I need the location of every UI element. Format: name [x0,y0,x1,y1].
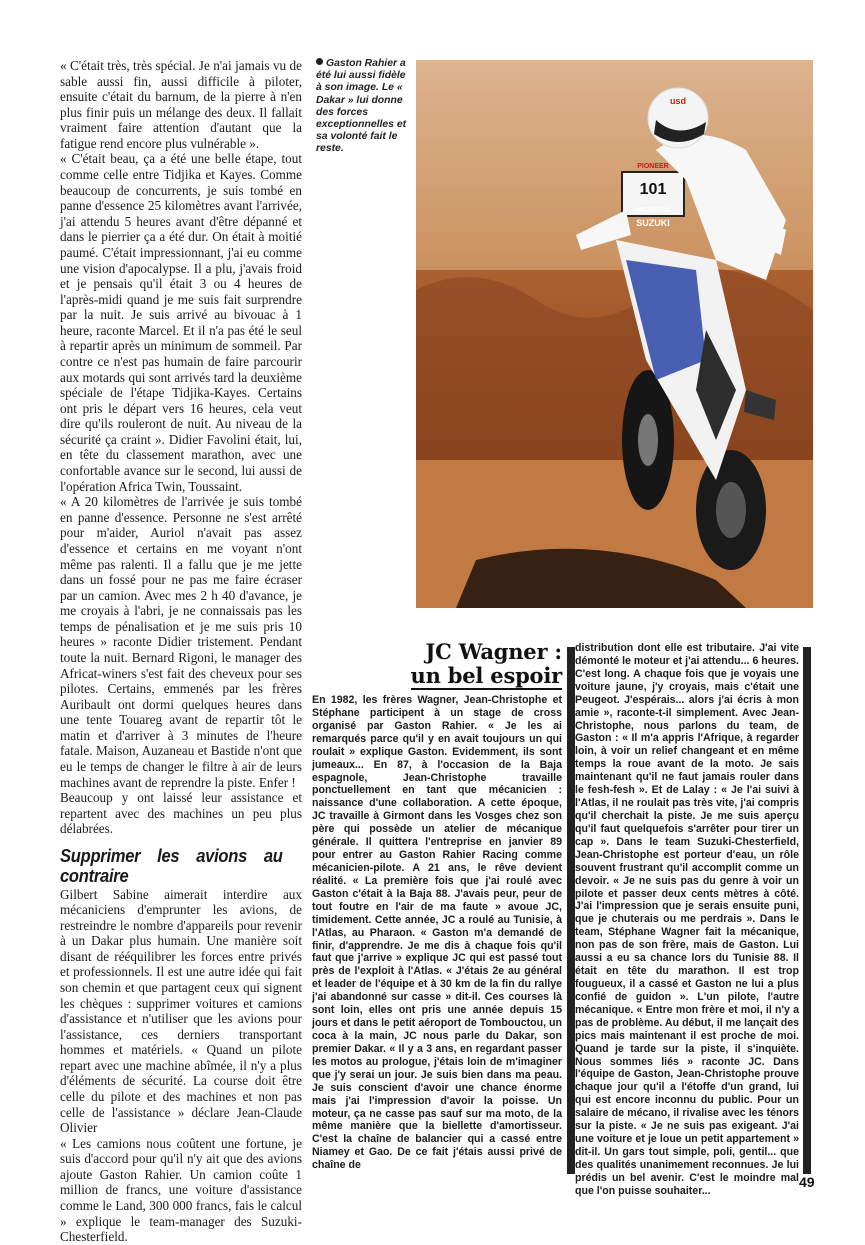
bullet-icon [316,58,323,65]
left-article-column [60,58,302,1245]
article-text: En 1982, les frères Wagner, Jean-Christophe et Stéphane participent à un stage de cross organisé par Gaston Rahier. « Je les ai remarqués parce qu'il y en avait toujours un qui roulait » explique Gaston. Evidemment, ils sont jumeaux... En 87, à l'occasion de la Baja espagnole, Jean-Christophe travaille ponctuellement en tant que mécanicien : naissance d'une collaboration. A cette époque, JC travaille à Girmont dans les Vosges chez son père qui possède un atelier de mécanique générale. Il quittera l'entreprise en janvier 89 pour entrer au Gaston Rahier Racing comme mécanicien-pilote. A 21 ans, le rêve devient réalité. « La première fois que j'ai roulé avec Gaston c'était à la Baja 88. J'avais peur, peur de tout foutre en l'air de ma faute » avoue JC, timidement. Cette année, JC a roulé au Tunisie, à l'Atlas, au Pharaon. « Gaston m'a demandé de finir, d'apprendre. Je me dis à chaque fois qu'il faut que j'arrive » explique JC qui est passé tout près de l'exploit à l'Atlas. « J'étais 2e au général et leader de l'équipe et à 30 km de la fin du rallye j'ai abandonné sur casse » dit-il. Ces courses là sont loin, elles ont pris une année depuis 15 jours et dans le petit aéroport de Tombouctou, un coca à la main, JC nous parle du Dakar, son premier Dakar. « Il y a 3 ans, en regardant passer les motos au prologue, j'étais loin de m'imaginer que j'y serai un jour. Je suis bien dans ma peau. Je suis conscient d'avoir une chance énorme mais j'ai l'impression d'avoir la poisse. Un moteur, ça ne casse pas sauf sur ma moto, de la même manière que la biellette d'amortisseur. C'est la chaîne de balancier qui a cassé entre Niamey et Gao. De ce fait j'étais aussi privé de chaîne de [312,694,562,1172]
article-text: distribution dont elle est tributaire. J'ai vite démonté le moteur et j'ai attendu... 6 heures. C'est long. A chaque fois que je voyais une voiture jaune, j'y croyais, mais c'était une Peugeot. J'espérais... alors j'ai écris à mon amie », raconte-t-il simplement. Avec Jean-Christophe, nous parlons du team, de Gaston : « Il m'a appris l'Afrique, à regarder loin, à voir un relief changeant et en même temps la roue avant de la moto. Je sais maintenant qu'il ne faut jamais rouler dans le fesh-fesh ». Et de Lalay : « Je l'ai suivi à l'Atlas, il ne roulait pas très vite, j'ai compris qu'il cherchait la piste. Je me suis aperçu qu'il faut quelquefois s'arrêter pour tirer un cap ». Dans le team Suzuki-Chesterfield, Jean-Christophe est porteur d'eau, un rôle souvent frustrant qu'il accomplit comme un devoir. « Je ne suis pas du genre à voir un pilote et passer deux cents mètres à côté. J'ai l'impression que je serais ensuite puni, que je chuterais ou me perdrais ». Dans le team, Stéphane Wagner fait la mécanique, non pas de son frère, mais de Gaston. Lui aussi a eu sa chance lors du Tunisie 88. Il était en tête du marathon. Il est trop fougueux, il a cassé et Gaston ne lui a plus confié de guidon ». L'un pilote, l'autre mécanique. « Entre mon frère et moi, il n'y a pas de problème. Au début, il me lançait des pics mais maintenant il est proche de moi. Quand je tarde sur la piste, il s'inquiète. Nous sommes liés » raconte JC. Dans l'équipe de Gaston, Jean-Christophe prouve chaque jour qu'il a l'étoffe d'un grand, lui qui est encore inconnu du public. Pour un salaire de mécano, il rivalise avec les ténors sur la piste. « Je ne suis pas exigeant. J'ai une voiture et je loue un petit appartement » dit-il. Un gars tout simple, poli, gentil... que des qualités unanimement reconnues. Je lui prédis un bel avenir. C'est le moindre mal que l'on puisse souhaiter... [575,642,799,1197]
section-subheading: Supprimer les avions au contraire [60,845,283,886]
title-line-1: JC Wagner : [425,639,562,664]
paragraph: Gilbert Sabine aimerait interdire aux mécaniciens d'emprunter les avions, de restreindre le nombre d'appareils pour revenir à un Dakar plus humain. Une manière soit disant de rééquilibrer les forces entre privés et professionnels. Il est une autre idée qui fait son chemin et que partagent ceux qui signent les chèques : supprimer voitures et camions d'assistance et n'utiliser que les avions pour l'assistance, ces derniers transportant hommes et matériels. « Quand un pilote repart avec une machine abîmée, il n'y a plus d'éléments de sécurité. La course doit être celle du pilote et des machines et non pas celle de l'assistance » déclare Jean-Claude Olivier [60,886,302,1136]
column-rule-left [567,647,575,1174]
caption-text: Gaston Rahier a été lui aussi fidèle à son image. Le « Dakar » lui donne des forces exceptionnelles et sa volonté fait le reste. [316,58,407,155]
rally-photo [416,60,813,608]
paragraph: « A 20 kilomètres de l'arrivée je suis tombé en panne d'essence. Personne ne s'est arrêté pour m'aider, Auriol n'avait pas assez d'essence et certains en me voyant n'ont même pas ralenti. Il a fallu que je me jette dans un fossé pour ne pas me faire écraser par un camion. Avec mes 2 h 40 d'avance, je me croyais à l'abri, je ne connaissais pas les temps de pénalisation et je me suis pris 10 heures » raconte Didier tristement. Pendant toute la nuit. Bernard Rigoni, le manager des Africat-winers s'est fait des cheveux pour ses pilotes. Certains, emmenés par les frères Auribault ont dormi quelques heures dans une tente Touareg avant de repartir tôt le matin et d'arriver à 3 minutes de l'heure fatale. Maison, Auzaneau et Bastide n'ont que eu le temps de changer le filtre à air de leurs machines avant de reprendre la piste. Enfer ! [60,494,302,790]
column-rule-right [803,647,811,1174]
paragraph: « Les camions nous coûtent une fortune, je suis d'accord pour qu'il n'y ait que des avions ajoute Gaston Rahier. Un camion coûte 1 million de francs, une voiture d'assistance comme le Land, 300 000 francs, fais le calcul » explique le team-manager des Suzuki-Chesterfield. [60,1135,302,1245]
rear-wheel [696,450,766,570]
article-middle-column [312,694,562,1172]
title-line-2: un bel espoir [410,663,562,688]
page-number: 49 [799,1174,815,1190]
motorcycle-wheelie-image [416,60,813,608]
tyre-sponsor-decal: MICHELIN [636,207,670,214]
paragraph: « C'était beau, ça a été une belle étape, tout comme celle entre Tidjika et Kayes. Comme beaucoup de concurrents, je suis tombé en panne d'essence 25 kilomètres avant l'arrivée, j'ai attendu 5 heures avant d'être dépanné et dans le pierrier ça a été dur. On était à moitié paumé. C'était impressionnant, j'ai eu comme une vision d'apocalypse. Il a plu, j'avais froid et je pensais qu'il était 3 ou 4 heures de l'après-midi quand je me suis fait surprendre par la nuit. Je suis arrivé au bivouac à 1 heure, raconte Marcel. Et il n'a pas été le seul à repartir après un minimum de sommeil. Par contre ce n'est pas humain de faire parcourir aux motards qui sont arrivés tard la deuxième spéciale de l'étape Tidjika-Kayes. Certains ont pris le départ vers 16 heures, cela veut dire qu'ils rouleront de nuit. Au niveau de la sécurité ça craint ». Didier Favolini était, lui, en tête du classement marathon, avec une confortable avance sur le second, lui aussi de l'opération Africa Twin, Toussaint. [60,151,302,494]
brand-decal: SUZUKI [636,218,670,228]
photo-caption [316,58,408,155]
article-right-column [575,642,799,1198]
sponsor-decal: PIONEER [637,163,669,170]
bike-number-plate: 101 [639,181,667,198]
paragraph: Beaucoup y ont laissé leur assistance et repartent avec des machines un peu plus délabrées. [60,790,302,837]
helmet-decal: usd [669,96,687,106]
article-title [312,640,562,690]
paragraph: « C'était très, très spécial. Je n'ai jamais vu de sable aussi fin, aussi difficile à piloter, ensuite c'était du barnum, de la pierre à n'en plus finir puis un mélange des deux. Il fallait vraiment faire attention d'autant que la fatigue rend encore plus vulnérable ». [60,58,302,151]
